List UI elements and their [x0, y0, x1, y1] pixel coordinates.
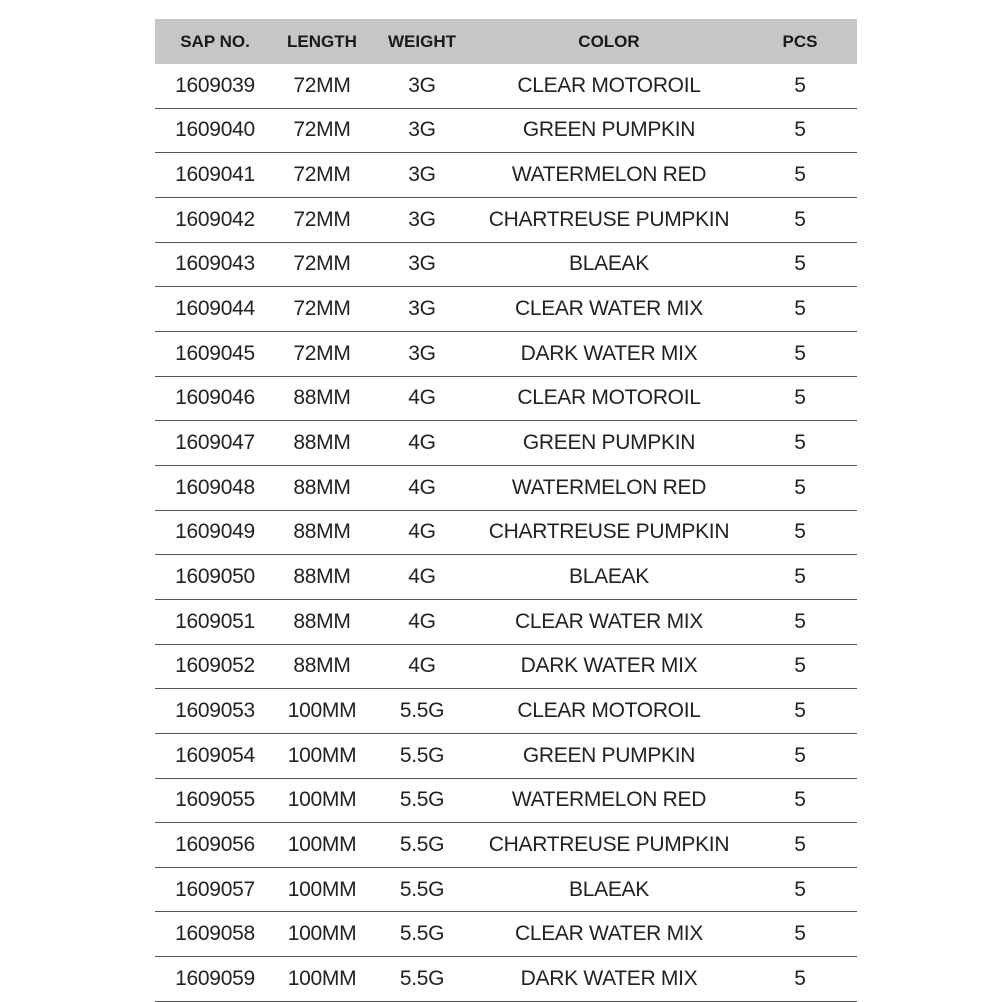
cell-weight: 4G — [408, 565, 436, 589]
cell-weight: 3G — [408, 297, 436, 321]
cell-length: 88MM — [293, 386, 351, 410]
cell-color: GREEN PUMPKIN — [522, 743, 696, 767]
cell-color: GREEN PUMPKIN — [522, 431, 696, 455]
cell-sap-no: 1609044 — [175, 297, 255, 321]
cell-color: BLAEAK — [569, 565, 649, 589]
cell-weight: 4G — [408, 431, 436, 455]
cell-length: 72MM — [293, 297, 351, 321]
cell-length: 88MM — [293, 431, 351, 455]
table-row — [155, 823, 857, 868]
table-row — [155, 377, 857, 422]
cell-sap-no: 1609042 — [175, 207, 255, 231]
cell-weight: 4G — [408, 654, 436, 678]
cell-weight: 5.5G — [399, 699, 445, 723]
cell-weight: 3G — [408, 341, 436, 365]
cell-sap-no: 1609055 — [175, 788, 255, 812]
cell-weight: 5.5G — [399, 832, 445, 856]
cell-length: 100MM — [287, 877, 357, 901]
table-row — [155, 109, 857, 154]
cell-pcs: 5 — [794, 207, 806, 231]
cell-pcs: 5 — [794, 609, 806, 633]
table-row — [155, 511, 857, 556]
table-row — [155, 645, 857, 690]
table-row — [155, 689, 857, 734]
cell-length: 72MM — [293, 207, 351, 231]
cell-sap-no: 1609054 — [175, 743, 255, 767]
cell-color: DARK WATER MIX — [520, 654, 698, 678]
table-row — [155, 868, 857, 913]
cell-sap-no: 1609058 — [175, 922, 255, 946]
cell-sap-no: 1609050 — [175, 565, 255, 589]
table-row — [155, 243, 857, 288]
cell-sap-no: 1609047 — [175, 431, 255, 455]
cell-weight: 5.5G — [399, 788, 445, 812]
cell-pcs: 5 — [794, 431, 806, 455]
cell-pcs: 5 — [794, 163, 806, 187]
cell-length: 100MM — [287, 832, 357, 856]
cell-color: BLAEAK — [569, 877, 649, 901]
cell-weight: 4G — [408, 520, 436, 544]
cell-weight: 3G — [408, 207, 436, 231]
table-row — [155, 421, 857, 466]
cell-color: CLEAR WATER MIX — [514, 297, 704, 321]
cell-pcs: 5 — [794, 966, 806, 990]
cell-sap-no: 1609041 — [175, 163, 255, 187]
table-body — [155, 64, 857, 1002]
cell-weight: 5.5G — [399, 922, 445, 946]
cell-weight: 5.5G — [399, 877, 445, 901]
cell-pcs: 5 — [794, 118, 806, 142]
cell-pcs: 5 — [794, 341, 806, 365]
cell-sap-no: 1609039 — [175, 73, 255, 97]
cell-length: 72MM — [293, 163, 351, 187]
cell-length: 72MM — [293, 73, 351, 97]
cell-color: WATERMELON RED — [511, 788, 707, 812]
cell-color: CHARTREUSE PUMPKIN — [488, 520, 730, 544]
table-row — [155, 734, 857, 779]
cell-color: CLEAR WATER MIX — [514, 922, 704, 946]
table-row — [155, 600, 857, 645]
header-sap-no: SAP NO. — [180, 31, 250, 51]
cell-color: BLAEAK — [569, 252, 649, 276]
cell-weight: 4G — [408, 386, 436, 410]
cell-length: 88MM — [293, 565, 351, 589]
table-row — [155, 957, 857, 1002]
cell-length: 88MM — [293, 520, 351, 544]
cell-sap-no: 1609052 — [175, 654, 255, 678]
cell-sap-no: 1609059 — [175, 966, 255, 990]
cell-sap-no: 1609056 — [175, 832, 255, 856]
cell-pcs: 5 — [794, 654, 806, 678]
cell-length: 100MM — [287, 699, 357, 723]
table-row — [155, 153, 857, 198]
cell-weight: 5.5G — [399, 743, 445, 767]
cell-color: CHARTREUSE PUMPKIN — [488, 207, 730, 231]
cell-pcs: 5 — [794, 386, 806, 410]
cell-color: DARK WATER MIX — [520, 966, 698, 990]
table-row — [155, 198, 857, 243]
cell-sap-no: 1609046 — [175, 386, 255, 410]
cell-pcs: 5 — [794, 877, 806, 901]
cell-pcs: 5 — [794, 743, 806, 767]
cell-pcs: 5 — [794, 520, 806, 544]
cell-sap-no: 1609048 — [175, 475, 255, 499]
cell-color: GREEN PUMPKIN — [522, 118, 696, 142]
cell-color: WATERMELON RED — [511, 475, 707, 499]
cell-color: CLEAR MOTOROIL — [517, 699, 701, 723]
table-row — [155, 64, 857, 109]
cell-length: 100MM — [287, 743, 357, 767]
header-weight: WEIGHT — [388, 31, 456, 51]
cell-color: WATERMELON RED — [511, 163, 707, 187]
header-length: LENGTH — [287, 31, 357, 51]
cell-sap-no: 1609049 — [175, 520, 255, 544]
cell-pcs: 5 — [794, 565, 806, 589]
cell-weight: 4G — [408, 609, 436, 633]
cell-color: CLEAR MOTOROIL — [517, 73, 701, 97]
table-row — [155, 466, 857, 511]
cell-pcs: 5 — [794, 73, 806, 97]
cell-sap-no: 1609051 — [175, 609, 255, 633]
cell-pcs: 5 — [794, 922, 806, 946]
cell-weight: 3G — [408, 163, 436, 187]
table-row — [155, 555, 857, 600]
product-table — [155, 19, 857, 1002]
cell-pcs: 5 — [794, 475, 806, 499]
cell-length: 88MM — [293, 654, 351, 678]
cell-pcs: 5 — [794, 832, 806, 856]
table-row — [155, 912, 857, 957]
cell-pcs: 5 — [794, 297, 806, 321]
cell-length: 88MM — [293, 609, 351, 633]
cell-pcs: 5 — [794, 699, 806, 723]
header-pcs: PCS — [782, 31, 818, 51]
table-row — [155, 779, 857, 824]
header-color: COLOR — [578, 31, 640, 51]
cell-sap-no: 1609045 — [175, 341, 255, 365]
cell-sap-no: 1609043 — [175, 252, 255, 276]
cell-weight: 4G — [408, 475, 436, 499]
cell-length: 72MM — [293, 341, 351, 365]
cell-sap-no: 1609040 — [175, 118, 255, 142]
table-header-row — [155, 19, 857, 64]
cell-color: CHARTREUSE PUMPKIN — [488, 832, 730, 856]
cell-sap-no: 1609057 — [175, 877, 255, 901]
cell-sap-no: 1609053 — [175, 699, 255, 723]
cell-color: DARK WATER MIX — [520, 341, 698, 365]
cell-length: 72MM — [293, 118, 351, 142]
cell-pcs: 5 — [794, 252, 806, 276]
table-row — [155, 332, 857, 377]
cell-length: 72MM — [293, 252, 351, 276]
cell-color: CLEAR WATER MIX — [514, 609, 704, 633]
cell-weight: 3G — [408, 252, 436, 276]
cell-weight: 3G — [408, 73, 436, 97]
cell-pcs: 5 — [794, 788, 806, 812]
cell-weight: 5.5G — [399, 966, 445, 990]
cell-length: 100MM — [287, 922, 357, 946]
cell-length: 100MM — [287, 788, 357, 812]
table-row — [155, 287, 857, 332]
cell-length: 100MM — [287, 966, 357, 990]
cell-length: 88MM — [293, 475, 351, 499]
cell-color: CLEAR MOTOROIL — [517, 386, 701, 410]
cell-weight: 3G — [408, 118, 436, 142]
